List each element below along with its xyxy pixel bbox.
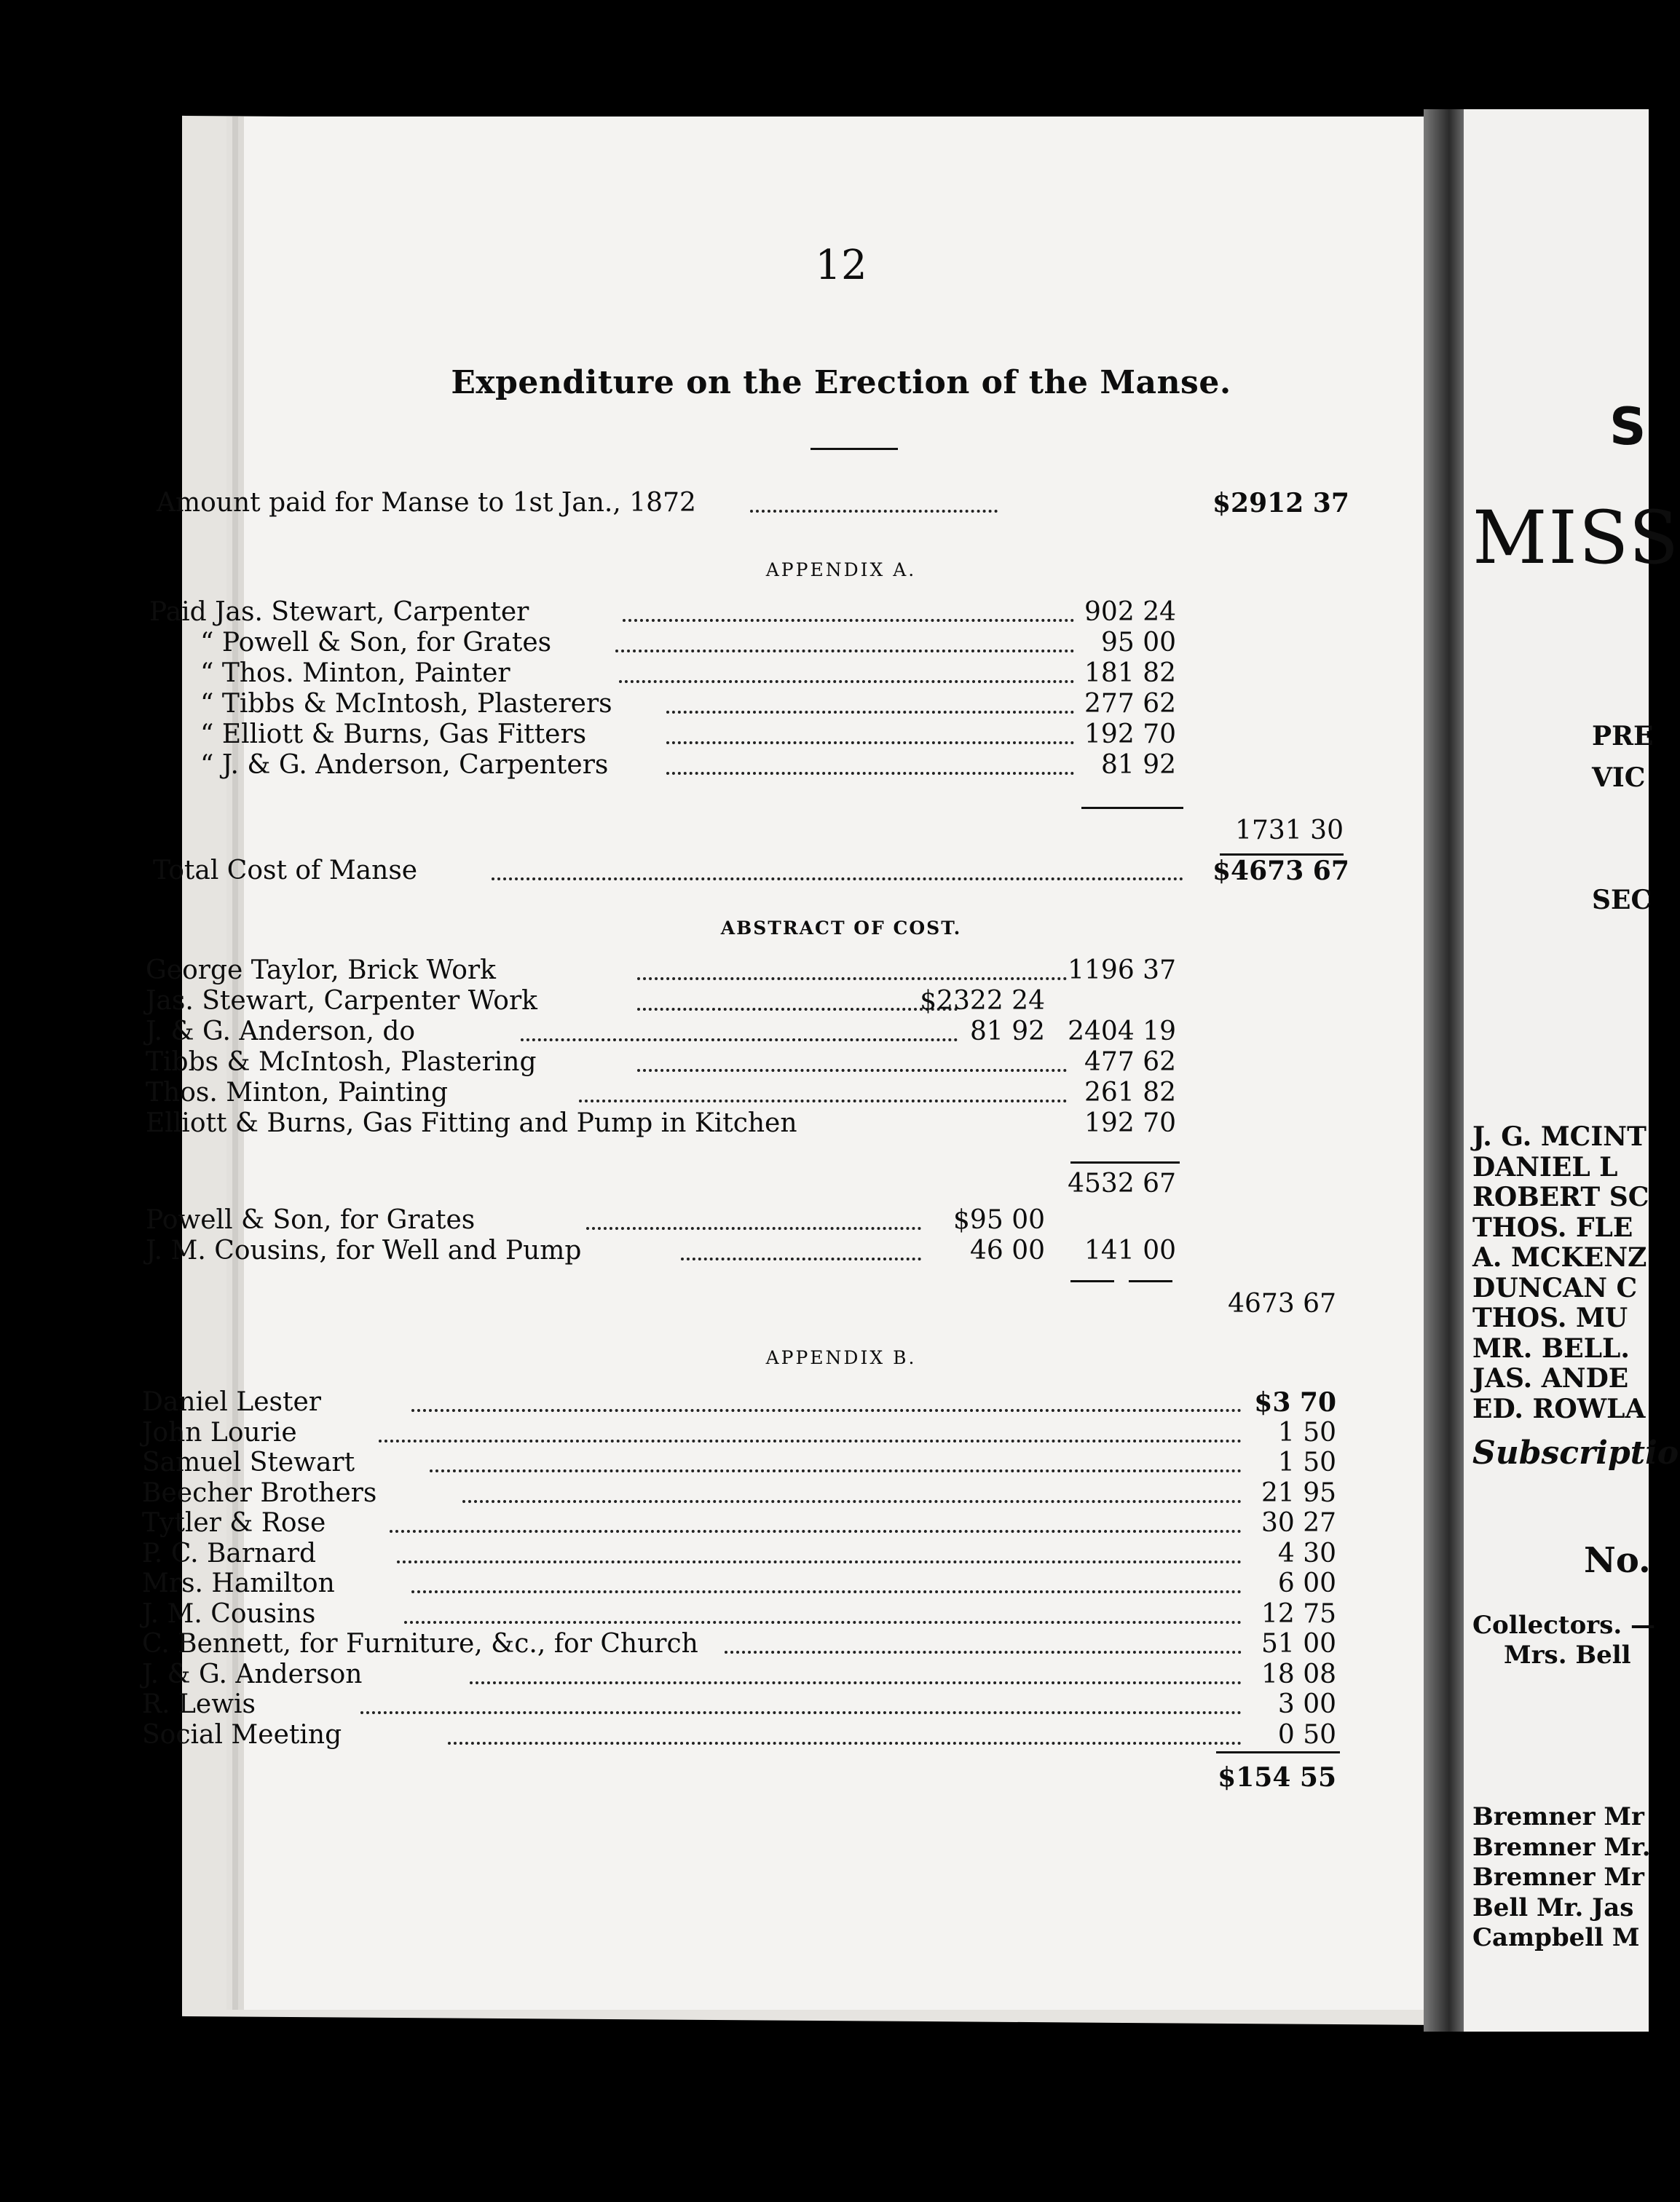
row-label: Tibbs & McIntosh, Plastering (146, 1047, 537, 1077)
right-page-name: MR. BELL. (1472, 1333, 1630, 1364)
row-leader (623, 619, 1074, 622)
row-label: “ Thos. Minton, Painter (200, 658, 510, 688)
appendix-b-row (142, 1387, 1358, 1419)
row-amount: 902 24 (1084, 597, 1176, 627)
row-label: “ Tibbs & McIntosh, Plasterers (200, 689, 612, 719)
page-number: 12 (815, 242, 867, 289)
row-label: Jas. Stewart, Carpenter Work (146, 986, 537, 1016)
appendix-b-row (142, 1508, 1358, 1540)
row-label: George Taylor, Brick Work (146, 955, 496, 985)
appendix-b-total-row: $154 55 (1218, 1762, 1336, 1793)
row-amount: 277 62 (1084, 689, 1176, 719)
abstract-row (146, 1078, 1358, 1110)
right-page-s: S (1609, 397, 1647, 457)
appendix-a-heading: APPENDIX A. (765, 559, 917, 580)
appendix-b-row (142, 1598, 1358, 1631)
abstract-row (146, 1205, 1358, 1237)
appendix-a-subtotal-row: 1731 30 (1235, 816, 1344, 845)
appendix-a-row (200, 689, 1358, 721)
abstract-heading: ABSTRACT OF COST. (720, 918, 962, 939)
appendix-b-row (142, 1659, 1358, 1692)
appendix-a-subtotal-rule (1081, 807, 1183, 809)
row-leader (586, 1227, 921, 1230)
abstract-row (146, 986, 1358, 1018)
right-page-subscriptions: Subscriptio (1472, 1435, 1679, 1472)
appendix-b-row (142, 1538, 1358, 1571)
row-label: “ Elliott & Burns, Gas Fitters (200, 719, 587, 749)
right-page-list-item: Bremner Mr (1472, 1802, 1644, 1831)
row-leader (448, 1742, 1242, 1745)
row-leader (615, 650, 1074, 652)
row-label: C. Bennett, for Furniture, &c., for Church (142, 1629, 698, 1659)
row-label: Elliott & Burns, Gas Fitting and Pump in Kitchen (146, 1108, 797, 1138)
row-amount: 81 92 (1100, 750, 1176, 780)
abstract-row (146, 1236, 1358, 1268)
appendix-b-row (142, 1689, 1358, 1721)
right-page-sec: SEC (1592, 885, 1652, 915)
abstract-subtotal-row: 4532 67 (1068, 1169, 1176, 1199)
abstract-row (146, 955, 1358, 987)
opening-row: Amount paid for Manse to 1st Jan., 1872 $2912 37 (157, 488, 1349, 518)
appendix-b-heading: APPENDIX B. (765, 1347, 917, 1368)
row-amount: 192 70 (1084, 719, 1176, 749)
row-amount: 181 82 (1084, 658, 1176, 688)
row-amount: 3 00 (1277, 1689, 1336, 1719)
row-amount: 4 30 (1277, 1538, 1336, 1568)
appendix-a-row (200, 719, 1358, 751)
row-leader (637, 977, 1067, 980)
row-label: J. & G. Anderson (142, 1659, 363, 1689)
abstract-total-rule-a (1070, 1280, 1114, 1282)
row-label: R. Lewis (142, 1689, 256, 1719)
row-leader (430, 1469, 1242, 1472)
row-leader (379, 1440, 1242, 1443)
row-amount: 261 82 (1084, 1078, 1176, 1108)
row-leader (397, 1560, 1242, 1563)
total-row: Total Cost of Manse $4673 67 (153, 856, 1349, 886)
appendix-b-row (142, 1417, 1358, 1450)
row-label: J. M. Cousins, for Well and Pump (146, 1236, 582, 1266)
row-label: Beecher Brothers (142, 1477, 377, 1508)
right-page-name: JAS. ANDE (1472, 1363, 1629, 1394)
row-label: Daniel Lester (142, 1387, 321, 1417)
row-amount: 12 75 (1261, 1598, 1336, 1629)
right-page-collectors: Collectors. — (1472, 1611, 1656, 1640)
row-label: Samuel Stewart (142, 1448, 355, 1477)
appendix-b-row (142, 1568, 1358, 1601)
appendix-b-row (142, 1448, 1358, 1480)
row-amount: 30 27 (1261, 1508, 1336, 1538)
right-page-name: THOS. MU (1472, 1303, 1628, 1333)
appendix-b-row (142, 1477, 1358, 1510)
right-page-name: DANIEL L (1472, 1151, 1618, 1183)
row-inner-amount: $95 00 (953, 1205, 1045, 1235)
row-leader (579, 1100, 1067, 1102)
row-inner-amount: 81 92 (969, 1017, 1045, 1046)
row-label: J. M. Cousins (142, 1598, 316, 1629)
row-inner-amount: $2322 24 (920, 986, 1045, 1016)
abstract-subtotal-rule (1070, 1161, 1180, 1164)
row-leader (404, 1621, 1242, 1624)
abstract-row (146, 1047, 1358, 1079)
row-amount: 51 00 (1261, 1629, 1336, 1659)
row-amount: 2404 19 (1068, 1017, 1176, 1046)
row-amount: 21 95 (1261, 1477, 1336, 1508)
row-label: Paid Jas. Stewart, Carpenter (149, 597, 529, 627)
right-page-name: A. MCKENZ (1472, 1242, 1647, 1273)
appendix-a-row (149, 597, 1358, 629)
right-page-vic: VIC (1592, 762, 1646, 793)
right-page-no: No. (1584, 1540, 1651, 1581)
right-page-name: THOS. FLE (1472, 1212, 1633, 1243)
row-amount: 192 70 (1084, 1108, 1176, 1138)
abstract-row (146, 1017, 1358, 1049)
right-page-list-item: Bremner Mr (1472, 1863, 1644, 1892)
row-leader (360, 1711, 1242, 1714)
row-leader (470, 1681, 1242, 1684)
abstract-grand-total-row: 4673 67 (1228, 1289, 1336, 1319)
row-leader (681, 1258, 921, 1260)
appendix-b-total-rule (1216, 1751, 1340, 1753)
row-amount: $3 70 (1254, 1387, 1336, 1418)
row-label: John Lourie (142, 1417, 297, 1448)
abstract-row (146, 1108, 1358, 1140)
row-leader (666, 711, 1074, 714)
title-divider (811, 448, 898, 450)
right-page (1464, 109, 1680, 2032)
left-page (142, 117, 1438, 2010)
row-label: Mrs. Hamilton (142, 1568, 335, 1598)
row-label: Powell & Son, for Grates (146, 1205, 476, 1235)
row-inner-amount: 46 00 (969, 1236, 1045, 1266)
row-label: J. & G. Anderson, do (146, 1017, 416, 1046)
row-amount: 141 00 (1084, 1236, 1176, 1266)
right-page-name: ROBERT SC (1472, 1182, 1649, 1212)
row-leader (411, 1409, 1242, 1412)
appendix-b-row (142, 1719, 1358, 1752)
row-label: “ Powell & Son, for Grates (200, 628, 552, 658)
row-amount: 477 62 (1084, 1047, 1176, 1077)
row-amount: 1 50 (1277, 1417, 1336, 1448)
row-amount: 1 50 (1277, 1448, 1336, 1477)
right-page-list-item: Bremner Mr. (1472, 1832, 1651, 1862)
row-leader (619, 680, 1074, 683)
right-page-miss: MISS (1472, 495, 1680, 580)
row-leader (390, 1530, 1242, 1533)
right-page-list-item: Bell Mr. Jas (1472, 1893, 1634, 1922)
row-label: Thos. Minton, Painting (146, 1078, 448, 1108)
row-label: Social Meeting (142, 1719, 342, 1750)
right-page-name: ED. ROWLA (1472, 1393, 1646, 1424)
row-leader (666, 741, 1074, 744)
appendix-a-row (200, 628, 1358, 660)
row-amount: 6 00 (1277, 1568, 1336, 1598)
row-amount: 0 50 (1277, 1719, 1336, 1750)
row-label: Tytler & Rose (142, 1508, 326, 1538)
row-leader (462, 1500, 1242, 1503)
row-leader (725, 1651, 1242, 1654)
row-amount: 1196 37 (1068, 955, 1176, 985)
right-page-mrs-bell: Mrs. Bell (1504, 1641, 1631, 1670)
appendix-b-row (142, 1629, 1358, 1661)
row-amount: 18 08 (1261, 1659, 1336, 1689)
row-label: P. C. Barnard (142, 1538, 316, 1568)
appendix-a-row (200, 750, 1358, 782)
row-label: “ J. & G. Anderson, Carpenters (200, 750, 609, 780)
page-title: Expenditure on the Erection of the Manse. (451, 364, 1231, 401)
right-page-pre: PRE (1592, 721, 1654, 751)
appendix-a-row (200, 658, 1358, 690)
abstract-total-rule-b (1129, 1280, 1172, 1282)
row-leader (637, 1069, 1067, 1072)
right-page-list-item: Campbell M (1472, 1923, 1640, 1952)
row-amount: 95 00 (1100, 628, 1176, 658)
right-page-name: DUNCAN C (1472, 1272, 1638, 1303)
row-leader (666, 772, 1074, 775)
row-leader (411, 1590, 1242, 1593)
right-page-name: J. G. MCINT (1472, 1121, 1647, 1152)
